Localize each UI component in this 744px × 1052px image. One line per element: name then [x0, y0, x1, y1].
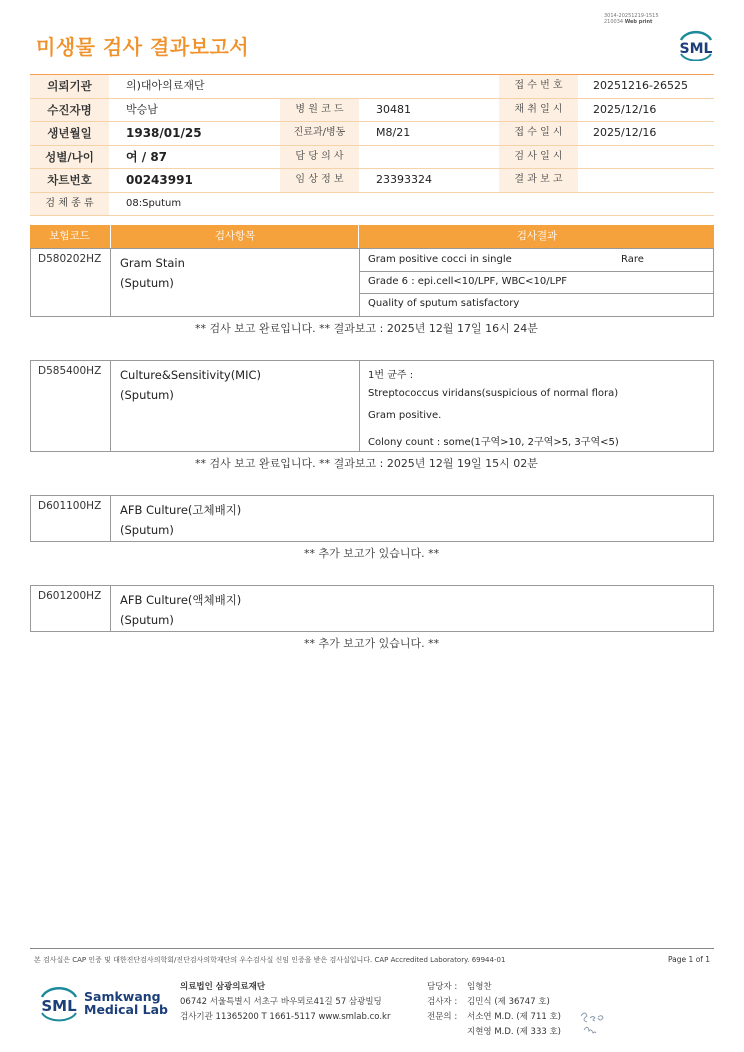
report-status-note: ** 검사 보고 완료입니다. ** 결과보고 : 2025년 12월 19일 15시 02분 [195, 457, 538, 470]
info-row: 차트번호 00243991 임 상 정 보 23393324 결 과 보 고 [30, 169, 714, 193]
page-number: Page 1 of 1 [668, 955, 711, 964]
svg-text:SML: SML [41, 997, 77, 1015]
brand-name: Samkwang Medical Lab [84, 989, 168, 1017]
result-grade: Rare [621, 254, 644, 265]
company-info: 의료법인 삼광의료재단 06742 서울특별시 서초구 바우뫼로41길 57 삼광빌딩 검사기관 11365200 T 1661-5117 www.smlab.co.kr [180, 982, 391, 1022]
certification-text: 본 검사실은 CAP 인증 및 대한진단검사의학회/진단검사의학재단의 우수검사실 신임 인증을 받은 검사실입니다. CAP Accredited Laboratory. 69944-01 [34, 956, 506, 964]
test-code: D585400HZ [38, 365, 102, 377]
chart-no: 00243991 [126, 173, 193, 187]
test-name: AFB Culture(고체배지) (Sputum) [120, 503, 242, 537]
department: M8/21 [376, 126, 411, 139]
sml-footer-logo [36, 982, 82, 1028]
result-line: Gram positive cocci in single Rare [368, 254, 644, 265]
specimen-type: 08:Sputum [126, 197, 182, 209]
receipt-date: 2025/12/16 [593, 126, 657, 139]
test-name: Gram Stain (Sputum) [120, 256, 185, 290]
receipt-no: 20251216-26525 [593, 79, 688, 92]
test-name: Culture&Sensitivity(MIC) (Sputum) [120, 368, 262, 402]
test-name: AFB Culture(액체배지) (Sputum) [120, 593, 242, 627]
result-line: Colony count : some(1구역>10, 2구역>5, 3구역<5) [368, 437, 619, 448]
result-line: Streptococcus viridans(suspicious of normal flora) [368, 388, 619, 399]
birth-date: 1938/01/25 [126, 126, 202, 140]
test-block [30, 585, 714, 632]
report-title: 미생물 검사 결과보고서 [36, 35, 250, 59]
report-status-note: ** 추가 보고가 있습니다. ** [304, 547, 440, 560]
staff-info: 담당자 : 임형찬 검사자 : 김민식 (제 36747 호) 전문의 : 서소연 M.D. (제 711 호) 지현영 M.D. (제 333 호) [427, 982, 562, 1037]
report-status-note: ** 검사 보고 완료입니다. ** 결과보고 : 2025년 12월 17일 16시 24분 [195, 322, 538, 335]
info-row: 의뢰기관 의)대아의료재단 접 수 번 호 20251216-26525 [30, 75, 714, 99]
sex-age: 여 / 87 [126, 149, 168, 164]
svg-text:SML: SML [679, 41, 713, 57]
sml-logo [676, 27, 716, 65]
clinical-info: 23393324 [376, 173, 432, 186]
report-status-note: ** 추가 보고가 있습니다. ** [304, 637, 440, 650]
test-code: D601200HZ [38, 590, 102, 602]
print-id: 3014-20251219-1515 210034 Web print [604, 13, 659, 25]
result-line: Gram positive. [368, 410, 442, 421]
test-block [30, 248, 714, 317]
collect-date: 2025/12/16 [593, 102, 657, 116]
footer-divider [30, 948, 714, 949]
info-row: 성별/나이 여 / 87 담 당 의 사 검 사 일 시 [30, 146, 714, 170]
result-line: 1번 균주 : [368, 370, 414, 381]
result-line: Grade 6 : epi.cell<10/LPF, WBC<10/LPF [368, 276, 567, 287]
info-row: 수진자명 박승남 병 원 코 드 30481 채 취 일 시 2025/12/16 [30, 99, 714, 123]
result-line: Quality of sputum satisfactory [368, 298, 520, 309]
info-row: 검 체 종 류 08:Sputum [30, 193, 714, 217]
signature-image [578, 1008, 612, 1042]
patient-info-table [30, 74, 714, 216]
hospital-code: 30481 [376, 102, 411, 116]
patient-name: 박승남 [126, 102, 158, 116]
test-block [30, 495, 714, 542]
test-block [30, 360, 714, 452]
info-row: 생년월일 1938/01/25 진료과/병동 M8/21 접 수 일 시 2025/12/16 [30, 122, 714, 146]
test-code: D580202HZ [38, 253, 102, 265]
results-header: 보험코드 검사항목 검사결과 [30, 225, 714, 248]
request-org: 의)대아의료재단 [126, 79, 205, 92]
test-code: D601100HZ [38, 500, 102, 512]
